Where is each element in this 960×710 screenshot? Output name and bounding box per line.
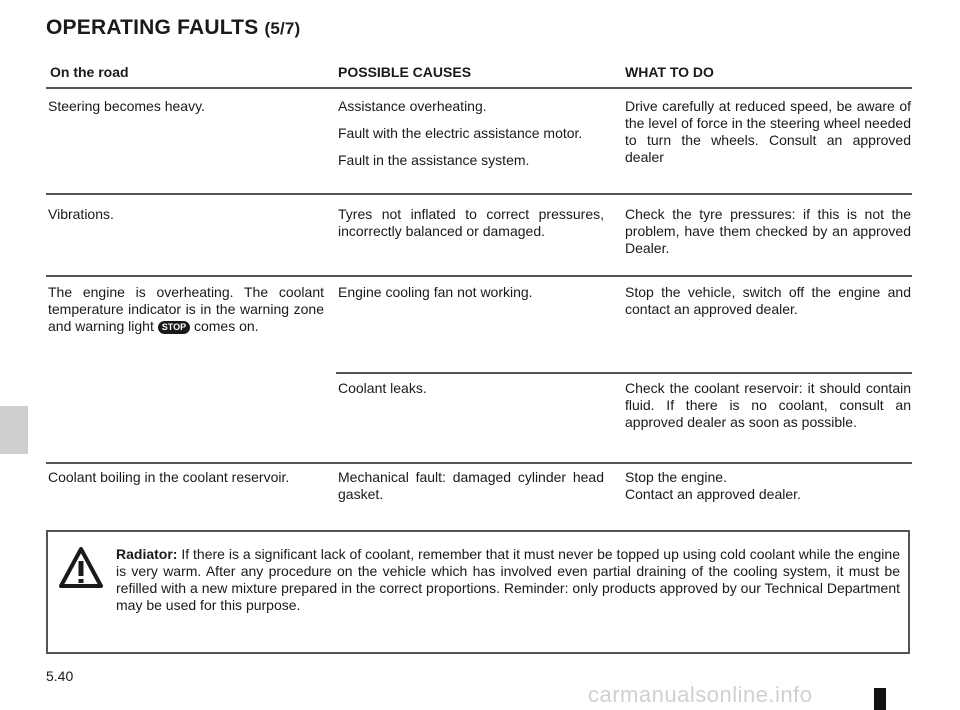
page-number: 5.40 bbox=[46, 668, 74, 684]
section-tab bbox=[0, 406, 28, 454]
row-5-action-line-1: Stop the engine. bbox=[625, 469, 727, 485]
row-1-cause-3: Fault in the assistance system. bbox=[338, 152, 530, 168]
row-divider bbox=[46, 193, 912, 195]
row-3-cause-1: Engine cooling fan not working. bbox=[338, 284, 533, 300]
row-divider bbox=[46, 462, 912, 464]
row-4-cause-1: Coolant leaks. bbox=[338, 380, 427, 396]
radiator-warning-box bbox=[46, 530, 910, 654]
row-5-cause-1: Mechanical fault: damaged cylinder head gasket. bbox=[338, 469, 604, 502]
row-3-situation-text: The engine is overheating. The coolant temperature indicator is in the warning zone and warning light bbox=[48, 284, 324, 334]
warning-text bbox=[116, 546, 900, 614]
header-rule bbox=[46, 87, 912, 89]
row-1-cause-2: Fault with the electric assistance motor. bbox=[338, 125, 583, 141]
row-4-action: Check the coolant reservoir: it should contain fluid. If there is no coolant, consult an approved dealer as soon as possible. bbox=[625, 380, 911, 430]
row-2-situation: Vibrations. bbox=[48, 206, 114, 222]
column-header-causes: POSSIBLE CAUSES bbox=[338, 64, 472, 80]
row-2-cause-1: Tyres not inflated to correct pressures, incorrectly balanced or damaged. bbox=[338, 206, 604, 239]
page-edge-marker bbox=[874, 688, 886, 710]
row-5-action-line-2: Contact an approved dealer. bbox=[625, 486, 801, 502]
row-1-action: Drive carefully at reduced speed, be aware of the level of force in the steering wheel needed to turn the wheels. Consult an approved dealer bbox=[625, 98, 911, 165]
page-part-indicator: (5/7) bbox=[264, 19, 301, 38]
watermark: carmanualsonline.info bbox=[588, 682, 813, 707]
stop-warning-light-icon: STOP bbox=[158, 321, 190, 334]
warning-triangle-icon bbox=[58, 546, 104, 590]
column-header-situation: On the road bbox=[50, 64, 129, 80]
row-2-action: Check the tyre pressures: if this is not the problem, have them checked by an approved Dealer. bbox=[625, 206, 911, 256]
page-title-text: OPERATING FAULTS bbox=[46, 16, 259, 39]
row-5-situation: Coolant boiling in the coolant reservoir. bbox=[48, 469, 290, 485]
row-3-situation-end: comes on. bbox=[193, 318, 259, 334]
column-header-action: WHAT TO DO bbox=[625, 64, 714, 80]
row-divider bbox=[336, 372, 912, 374]
row-divider bbox=[46, 275, 912, 277]
row-3-situation bbox=[48, 284, 324, 335]
row-1-causes bbox=[338, 98, 604, 179]
row-5-action bbox=[625, 469, 911, 503]
page-title bbox=[46, 16, 300, 40]
row-3-action: Stop the vehicle, switch off the engine and contact an approved dealer. bbox=[625, 284, 911, 317]
warning-label: Radiator: bbox=[116, 546, 178, 562]
row-1-situation: Steering becomes heavy. bbox=[48, 98, 205, 114]
warning-body: If there is a significant lack of coolant, remember that it must never be topped up using cold coolant while the engine is very warm. After any procedure on the vehicle which has involved even partial draining of the cooling system, it must be refilled with a new mixture prepared in the correct proportions. Reminder: only products approved by our Technical Department may be used for this purpose. bbox=[116, 546, 900, 613]
row-1-cause-1: Assistance overheating. bbox=[338, 98, 487, 114]
